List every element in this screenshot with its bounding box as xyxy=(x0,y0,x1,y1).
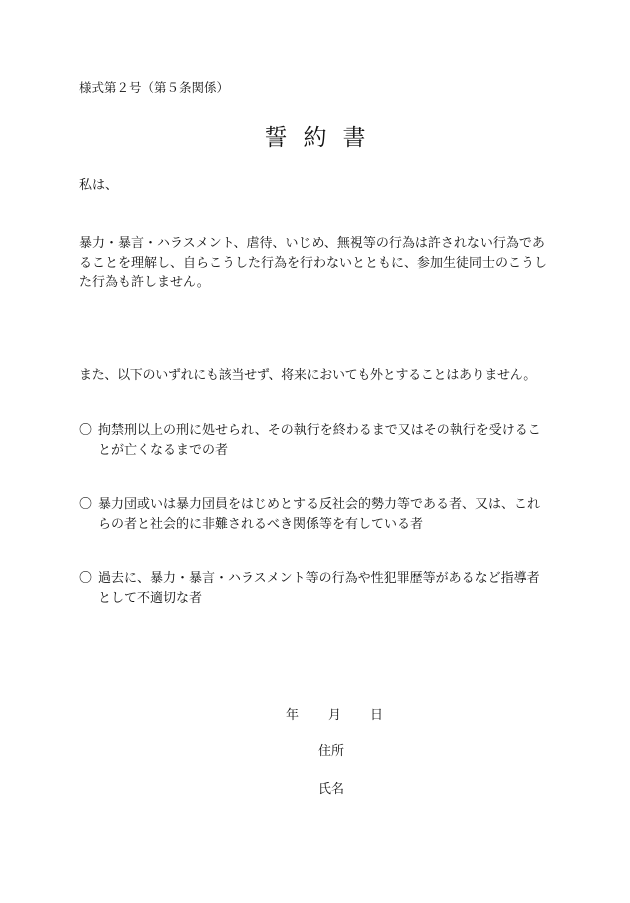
clause-intro: また、以下のいずれにも該当せず、将来においても外とすることはありません。 xyxy=(79,368,536,383)
date-year-label: 年 xyxy=(286,708,300,723)
list-item xyxy=(79,421,549,460)
circle-marker-icon: 〇 xyxy=(79,423,93,438)
form-number: 様式第２号（第５条関係） xyxy=(79,80,230,95)
salutation: 私は、 xyxy=(79,178,119,193)
date-month-label: 月 xyxy=(328,708,342,723)
list-item-text: 過去に、暴力・暴言・ハラスメント等の行為や性犯罪歴等があるなど指導者として不適切な者 xyxy=(98,571,540,606)
name-label: 氏名 xyxy=(318,782,345,797)
declaration-paragraph: 暴力・暴言・ハラスメント、虐待、いじめ、無視等の行為は許されない行為であることを理解し、自らこうした行為を行わないとともに、参加生徒同士のこうした行為も許しません。 xyxy=(79,236,548,290)
date-day-label: 日 xyxy=(370,708,384,723)
address-label: 住所 xyxy=(318,744,345,759)
circle-marker-icon: 〇 xyxy=(79,497,93,512)
circle-marker-icon: 〇 xyxy=(79,571,93,586)
list-item xyxy=(79,569,549,608)
list-item-text: 暴力団或いは暴力団員をはじめとする反社会的勢力等である者、又は、これらの者と社会的に非難されるべき関係等を有している者 xyxy=(98,497,541,532)
list-item-text: 拘禁刑以上の刑に処せられ、その執行を終わるまで又はその執行を受けることが亡くなるまでの者 xyxy=(98,423,541,458)
document-title: 誓約書 xyxy=(264,125,382,151)
list-item xyxy=(79,495,549,534)
date-line xyxy=(286,707,383,725)
